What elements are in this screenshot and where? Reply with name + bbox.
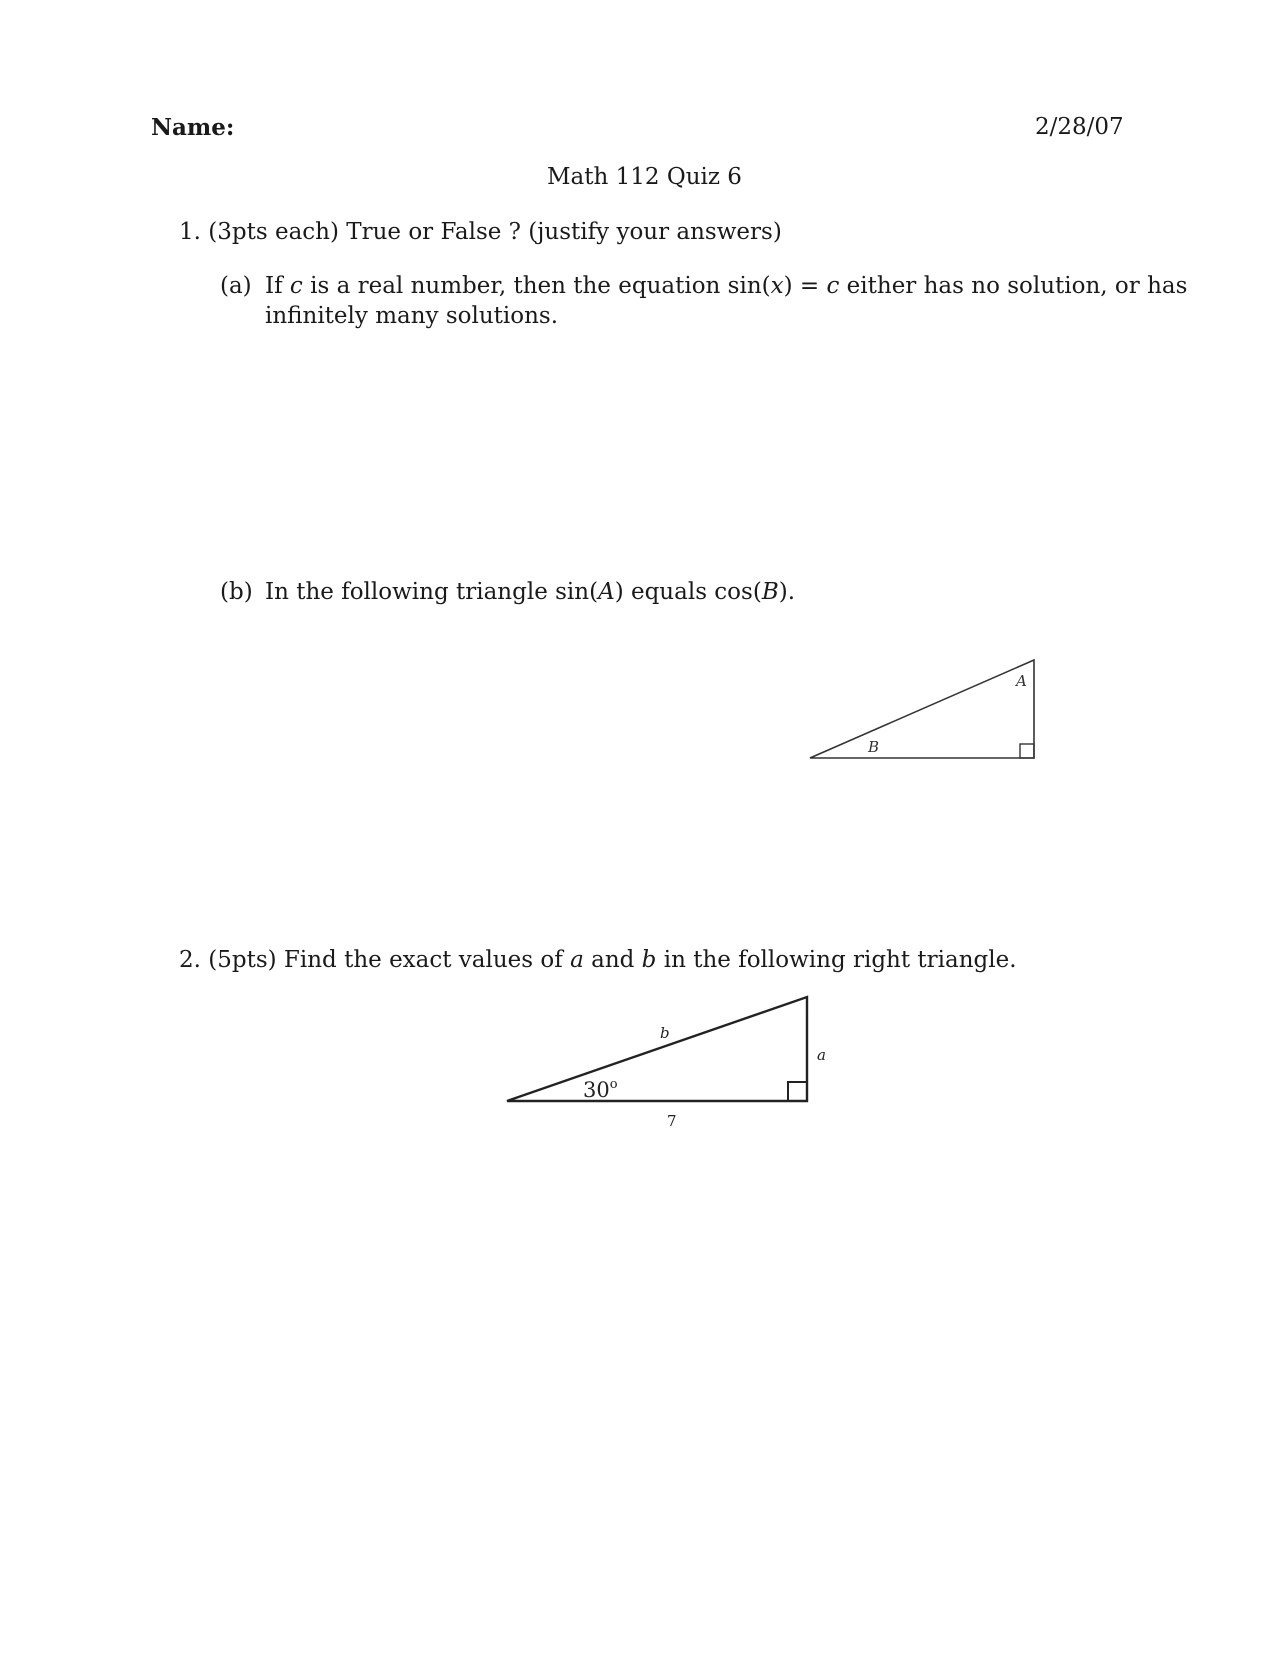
right-angle-marker [1020,744,1034,758]
page-title: Math 112 Quiz 6 [547,164,742,190]
text: In the following triangle sin( [265,579,599,605]
question-number: 2. [179,947,201,973]
angle-label: 30$^o$ [583,1077,618,1102]
text: either has no solution, or has [846,273,1188,299]
text: ) equals cos( [614,579,762,605]
question-1 [179,219,782,245]
triangle-outline [507,997,807,1101]
text: If [265,273,283,299]
question-1a-line1 [265,273,1187,299]
triangle-figure-1 [800,650,1050,770]
math-var: x [770,273,784,299]
question-1a [220,273,252,299]
base-label: 7 [667,1112,677,1130]
math-var: B [761,579,779,605]
right-angle-marker [788,1082,807,1101]
quiz-date: 2/28/07 [1035,114,1124,140]
part-label: (b) [220,579,253,605]
angle-label-a: A [1016,672,1027,690]
text: ). [778,579,796,605]
text: is a real number, then the equation sin( [310,273,771,299]
math-var: b [641,947,657,973]
hypotenuse-label: b [660,1024,670,1042]
triangle-figure-2 [495,985,835,1130]
text: (5pts) Find the exact values of [208,947,563,973]
angle-label-b: B [868,738,880,756]
math-var: a [570,947,584,973]
math-var: c [826,273,840,299]
question-1b-text [265,579,795,605]
text: ) = [783,273,820,299]
part-label: (a) [220,273,252,299]
side-label: a [817,1046,826,1064]
text: and [591,947,635,973]
math-var: c [289,273,303,299]
question-number: 1. [179,219,201,245]
math-var: A [598,579,615,605]
question-prompt: (3pts each) True or False ? (justify your answers) [208,219,782,245]
question-1b [220,579,253,605]
name-label: Name: [151,114,235,141]
text: in the following right triangle. [663,947,1017,973]
question-1a-line2: infinitely many solutions. [265,303,559,329]
question-2 [179,947,1017,973]
triangle-outline [810,660,1034,758]
